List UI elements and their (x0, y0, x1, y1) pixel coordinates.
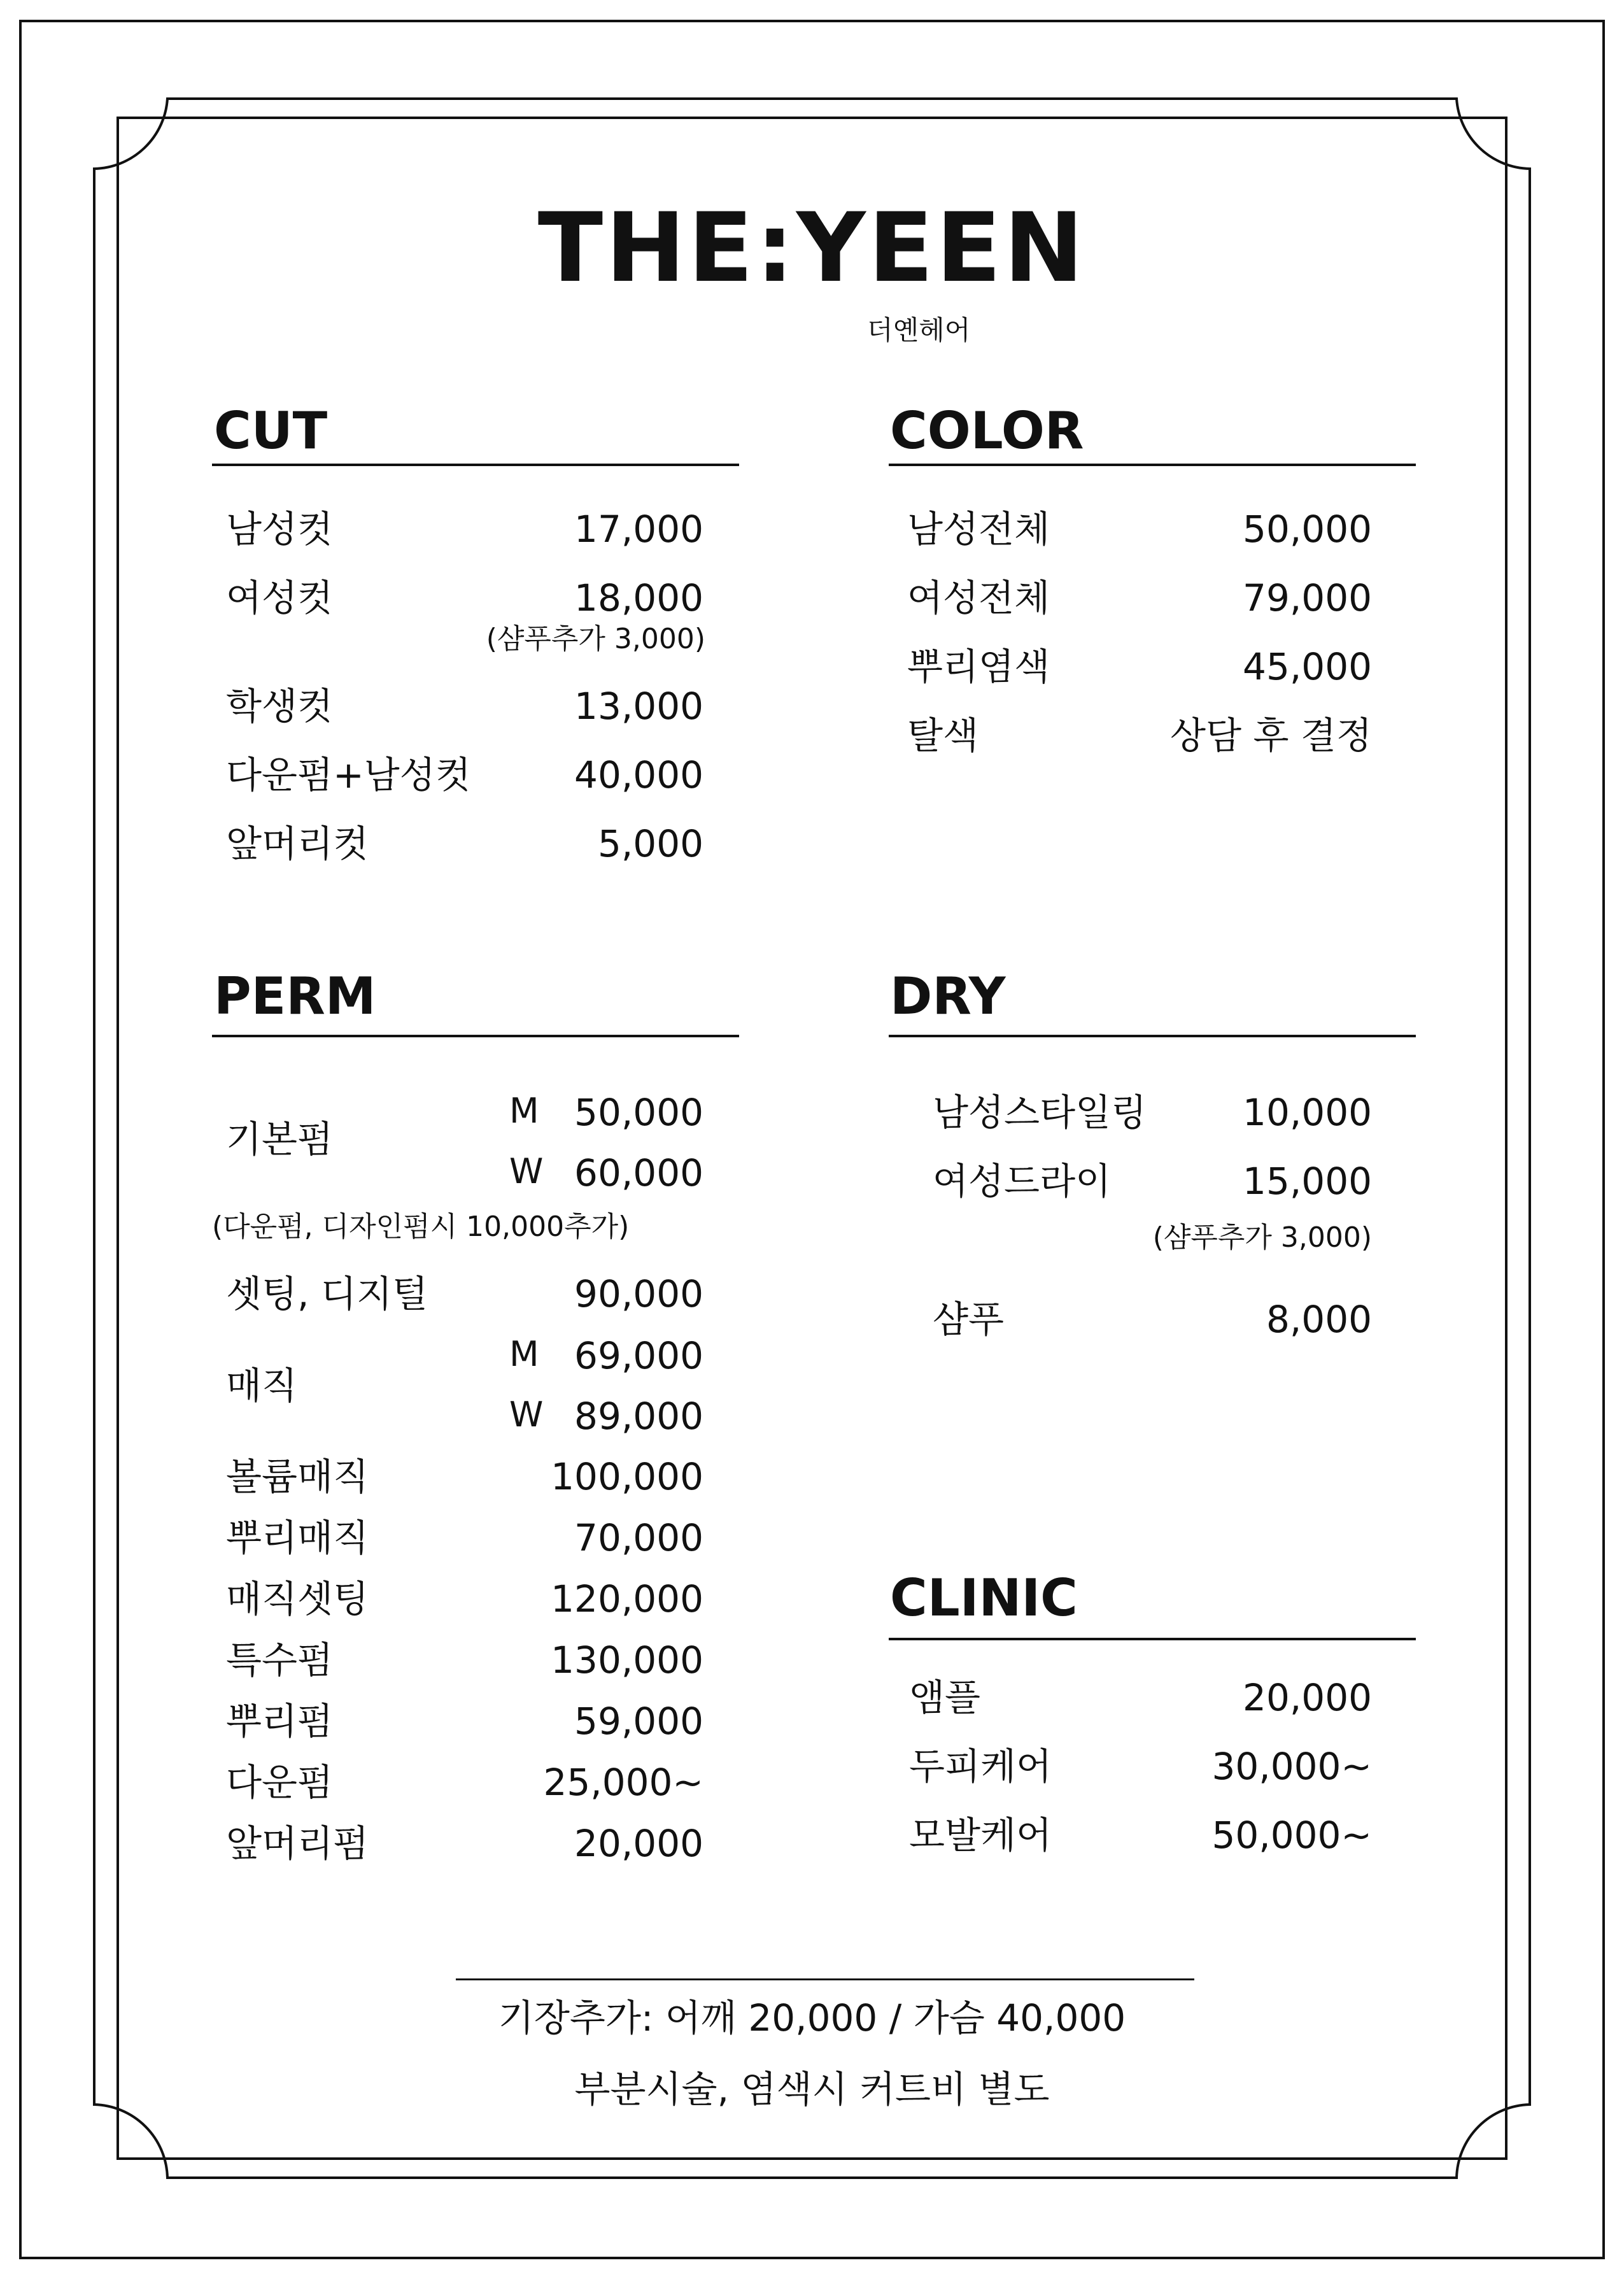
perm-magic-w-price: 89,000 (574, 1395, 703, 1438)
perm-item-name: 특수펌 (226, 1638, 334, 1682)
cut-item-price: 5,000 (597, 822, 703, 865)
perm-basic-m-price: 50,000 (574, 1091, 703, 1134)
perm-item-name: 다운펌 (226, 1761, 334, 1804)
footer-divider (456, 1978, 1194, 1980)
perm-item-price: 20,000 (574, 1822, 703, 1865)
color-item-name: 남성전체 (907, 508, 1050, 551)
color-divider (889, 464, 1416, 466)
perm-item-price: 130,000 (551, 1638, 703, 1682)
cut-item-name: 앞머리컷 (226, 822, 369, 865)
color-item-price: 79,000 (1243, 576, 1372, 620)
perm-setting-name: 셋팅, 디지털 (226, 1272, 428, 1316)
perm-basic-m-label: M (509, 1091, 539, 1131)
cut-item-name: 남성컷 (226, 508, 334, 551)
color-item-price: 상담 후 결정 (1169, 714, 1372, 757)
clinic-section-title: CLINIC (890, 1568, 1078, 1628)
footer-length-surcharge: 기장추가: 어깨 20,000 / 가슴 40,000 (498, 1996, 1126, 2040)
footer-partial-service-note: 부분시술, 염색시 커트비 별도 (574, 2068, 1050, 2111)
dry-item-price: 15,000 (1243, 1160, 1372, 1203)
color-item-name: 뿌리염색 (907, 645, 1050, 688)
perm-basic-name: 기본펌 (226, 1118, 334, 1161)
clinic-item-price: 50,000~ (1211, 1814, 1372, 1857)
perm-magic-w-label: W (509, 1395, 544, 1435)
brand-subtitle: 더옌헤어 (867, 315, 971, 346)
dry-item-note: (샴푸추가 3,000) (1152, 1221, 1372, 1254)
perm-magic-m-price: 69,000 (574, 1334, 703, 1377)
cut-item-name: 학생컷 (226, 685, 334, 728)
perm-item-price: 59,000 (574, 1700, 703, 1743)
color-item-price: 50,000 (1243, 508, 1372, 551)
cut-section-title: CUT (214, 401, 328, 460)
clinic-item-name: 앰플 (909, 1676, 981, 1719)
cut-item-price: 40,000 (574, 753, 703, 797)
color-item-name: 여성전체 (907, 576, 1050, 620)
cut-item-price: 17,000 (574, 508, 703, 551)
dry-section-title: DRY (890, 967, 1006, 1026)
clinic-divider (889, 1638, 1416, 1640)
perm-divider (212, 1035, 739, 1037)
perm-magic-m-label: M (509, 1334, 539, 1374)
clinic-item-name: 모발케어 (909, 1814, 1052, 1857)
perm-basic-w-label: W (509, 1151, 544, 1191)
perm-item-name: 뿌리펌 (226, 1700, 334, 1743)
clinic-item-price: 30,000~ (1211, 1745, 1372, 1788)
color-section-title: COLOR (890, 401, 1084, 460)
perm-basic-note: (다운펌, 디자인펌시 10,000추가) (212, 1210, 630, 1243)
cut-item-name: 다운펌+남성컷 (226, 753, 471, 797)
dry-item-name: 남성스타일링 (933, 1091, 1147, 1134)
dry-item-name: 여성드라이 (933, 1160, 1112, 1203)
perm-magic-name: 매직 (226, 1364, 298, 1407)
dry-item-price: 8,000 (1266, 1298, 1372, 1341)
perm-item-name: 볼륨매직 (226, 1455, 369, 1498)
clinic-item-name: 두피케어 (909, 1745, 1052, 1788)
dry-item-price: 10,000 (1243, 1091, 1372, 1134)
perm-item-name: 앞머리펌 (226, 1822, 369, 1865)
perm-basic-w-price: 60,000 (574, 1151, 703, 1195)
perm-item-name: 뿌리매직 (226, 1516, 369, 1559)
dry-divider (889, 1035, 1416, 1037)
perm-item-price: 100,000 (551, 1455, 703, 1498)
perm-item-price: 70,000 (574, 1516, 703, 1559)
dry-item-name: 샴푸 (933, 1298, 1005, 1341)
perm-setting-price: 90,000 (574, 1272, 703, 1316)
cut-item-note: (샴푸추가 3,000) (486, 623, 705, 655)
color-item-name: 탈색 (907, 714, 979, 757)
cut-item-price: 18,000 (574, 576, 703, 620)
perm-item-price: 120,000 (551, 1577, 703, 1621)
brand-title: THE:YEEN (537, 193, 1087, 304)
perm-item-name: 매직셋팅 (226, 1577, 369, 1621)
color-item-price: 45,000 (1243, 645, 1372, 688)
clinic-item-price: 20,000 (1243, 1676, 1372, 1719)
perm-item-price: 25,000~ (543, 1761, 703, 1804)
cut-item-price: 13,000 (574, 685, 703, 728)
perm-section-title: PERM (214, 967, 376, 1026)
cut-divider (212, 464, 739, 466)
cut-item-name: 여성컷 (226, 576, 334, 620)
